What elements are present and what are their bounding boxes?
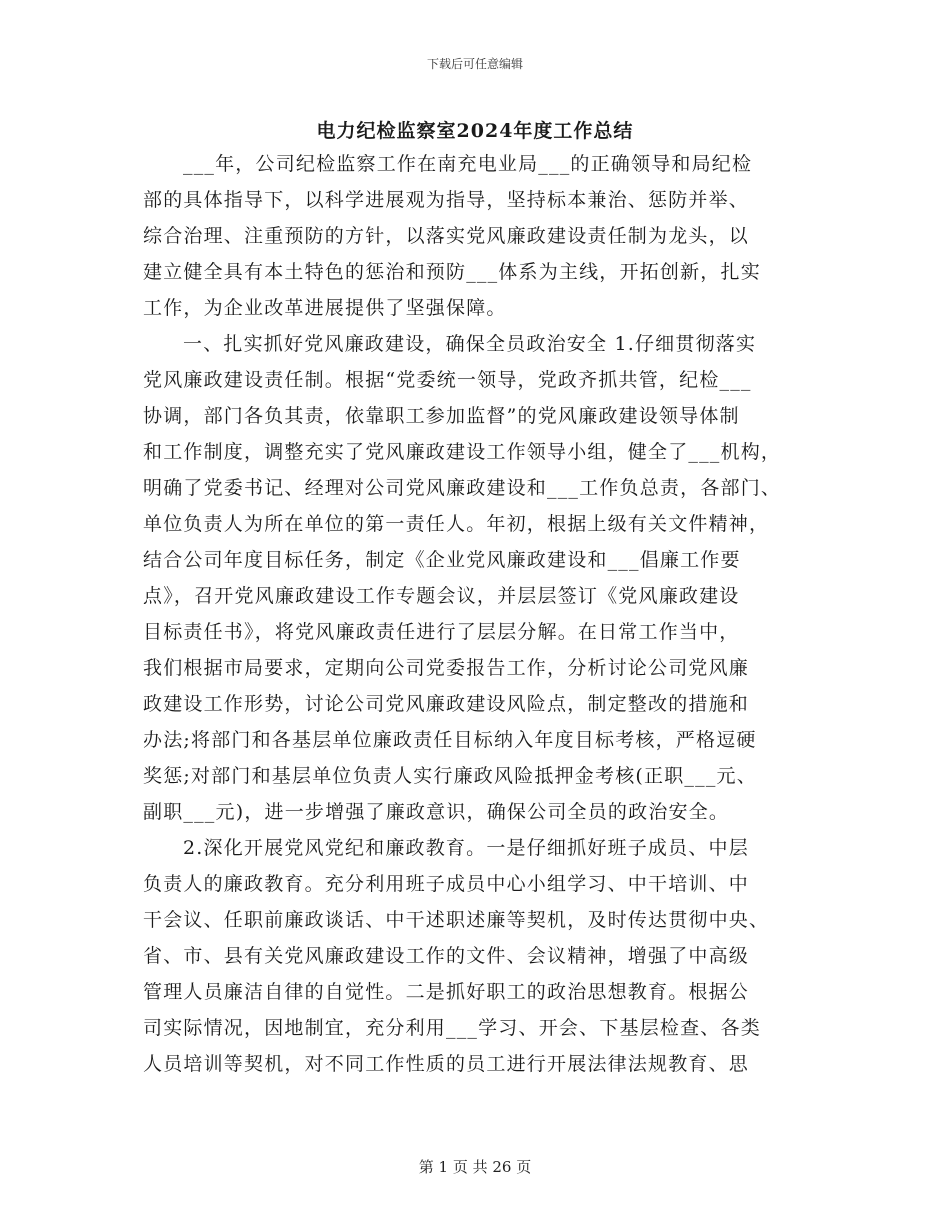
paragraph-line: 奖惩;对部门和基层单位负责人实行廉政风险抵押金考核(正职___元、: [143, 765, 757, 787]
document-body: [143, 146, 813, 1082]
paragraph-line: 干会议、任职前廉政谈话、中干述职述廉等契机，及时传达贯彻中央、: [143, 909, 770, 931]
document-title: 电力纪检监察室2024年度工作总结: [316, 120, 634, 142]
paragraph-line: 协调，部门各负其责，依靠职工参加监督”的党风廉政建设领导体制: [143, 405, 740, 427]
paragraph-line: 和工作制度，调整充实了党风廉政建设工作领导小组，健全了___机构，: [143, 441, 782, 463]
paragraph-line: 明确了党委书记、经理对公司党风廉政建设和___工作负总责，各部门、: [143, 477, 782, 499]
paragraph-line: 目标责任书》，将党风廉政责任进行了层层分解。在日常工作当中，: [143, 621, 740, 643]
paragraph-line: 工作，为企业改革进展提供了坚强保障。: [143, 297, 507, 319]
paragraph-line: 政建设工作形势，讨论公司党风廉政建设风险点，制定整改的措施和: [143, 693, 750, 715]
paragraph-line: 一、扎实抓好党风廉政建设，确保全员政治安全 1.仔细贯彻落实: [183, 333, 757, 355]
paragraph-line: 省、市、县有关党风廉政建设工作的文件、会议精神，增强了中高级: [143, 945, 750, 967]
paragraph-line: ___年，公司纪检监察工作在南充电业局___的正确领导和局纪检: [183, 153, 753, 175]
paragraph-line: 单位负责人为所在单位的第一责任人。年初，根据上级有关文件精神，: [143, 513, 770, 535]
paragraph-line: 点》，召开党风廉政建设工作专题会议，并层层签订《党风廉政建设: [143, 585, 740, 607]
paragraph-line: 办法;将部门和各基层单位廉政责任目标纳入年度目标考核，严格逗硬: [143, 729, 757, 751]
page-footer: 第 1 页 共 26 页: [418, 1158, 532, 1176]
paragraph-line: 结合公司年度目标任务，制定《企业党风廉政建设和___倡廉工作要: [143, 549, 741, 571]
paragraph-line: 管理人员廉洁自律的自觉性。二是抓好职工的政治思想教育。根据公: [143, 981, 750, 1003]
paragraph-line: 人员培训等契机，对不同工作性质的员工进行开展法律法规教育、思: [143, 1053, 750, 1075]
paragraph-line: 2.深化开展党风党纪和廉政教育。一是仔细抓好班子成员、中层: [183, 837, 749, 859]
paragraph-line: 副职___元)，进一步增强了廉政意识，确保公司全员的政治安全。: [143, 801, 730, 823]
paragraph-line: 建立健全具有本土特色的惩治和预防___体系为主线，开拓创新，扎实: [143, 261, 761, 283]
header-note: 下载后可任意编辑: [426, 57, 523, 71]
paragraph-line: 部的具体指导下，以科学进展观为指导，坚持标本兼治、惩防并举、: [143, 189, 750, 211]
paragraph-line: 司实际情况，因地制宜，充分利用___学习、开会、下基层检查、各类: [143, 1017, 761, 1039]
paragraph-line: 我们根据市局要求，定期向公司党委报告工作，分析讨论公司党风廉: [143, 657, 750, 679]
paragraph-line: 党风廉政建设责任制。根据“党委统一领导，党政齐抓共管，纪检___: [143, 369, 752, 391]
paragraph-line: 负责人的廉政教育。充分利用班子成员中心小组学习、中干培训、中: [143, 873, 750, 895]
paragraph-line: 综合治理、注重预防的方针，以落实党风廉政建设责任制为龙头，以: [143, 225, 750, 247]
